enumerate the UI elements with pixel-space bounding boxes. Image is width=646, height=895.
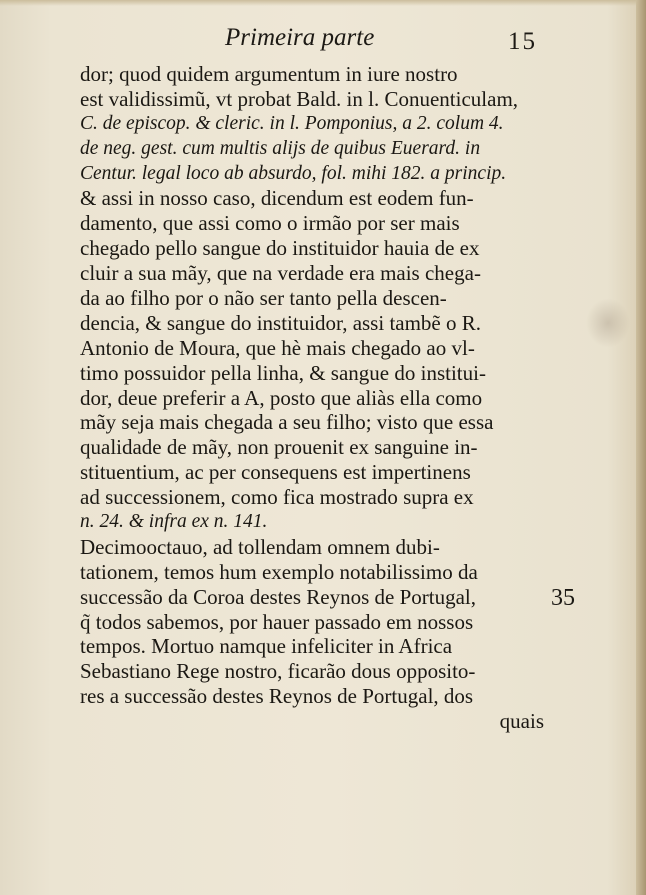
- text-line: cluir a sua mãy, que na verdade era mais chega-: [80, 261, 481, 286]
- text-line-citation: C. de episcop. & cleric. in l. Pomponius, a 2. colum 4.: [80, 112, 504, 134]
- margin-note-number: 35: [551, 585, 575, 611]
- text-line: damento, que assi como o irmão por ser mais: [80, 211, 460, 236]
- text-line-citation: Centur. legal loco ab absurdo, fol. mihi 182. a princip.: [80, 162, 507, 184]
- text-line: timo possuidor pella linha, & sangue do institui-: [80, 360, 486, 385]
- text-line: dor, deue preferir a A, posto que aliàs ella como: [80, 385, 483, 410]
- text-line-citation: de neg. gest. cum multis alijs de quibus Euerard. in: [80, 137, 481, 159]
- text-line: chegado pello sangue do instituidor hauia de ex: [80, 236, 480, 261]
- text-line: dencia, & sangue do instituidor, assi tambẽ o R.: [80, 310, 482, 335]
- text-line: tempos. Mortuo namque infeliciter in Africa: [80, 634, 453, 659]
- body-text: [80, 62, 544, 734]
- text-line: da ao filho por o não ser tanto pella descen-: [80, 286, 447, 311]
- text-line: Antonio de Moura, que hè mais chegado ao vl-: [80, 335, 475, 360]
- text-line: mãy seja mais chegada a seu filho; visto que essa: [80, 410, 494, 435]
- text-line: Sebastiano Rege nostro, ficarão dous opposito-: [80, 659, 476, 684]
- text-line: q̃ todos sabemos, por hauer passado em nossos: [80, 609, 474, 634]
- page-header: [0, 20, 646, 60]
- text-line: est validissimũ, vt probat Bald. in l. Conuenticulam,: [80, 86, 519, 111]
- running-title: Primeira parte: [225, 24, 375, 51]
- ink-bleed-stain: [586, 298, 630, 348]
- text-line: tationem, temos hum exemplo notabilissimo da: [80, 559, 478, 584]
- text-line: stituentium, ac per consequens est impertinens: [80, 460, 471, 485]
- text-line: dor; quod quidem argumentum in iure nostro: [80, 62, 458, 86]
- text-line: ad successionem, como fica mostrado supra ex: [80, 485, 474, 510]
- text-line: qualidade de mãy, non prouenit ex sanguine in-: [80, 435, 478, 460]
- page-right-edge: [636, 0, 646, 895]
- text-line-citation: n. 24. & infra ex n. 141.: [80, 511, 268, 533]
- text-line: & assi in nosso caso, dicendum est eodem fun-: [80, 186, 474, 211]
- text-line: successão da Coroa destes Reynos de Portugal,: [80, 584, 476, 609]
- page-number: 15: [508, 28, 537, 55]
- page-top-shadow: [0, 0, 646, 6]
- catchword: quais: [499, 709, 544, 734]
- text-line: res a successão destes Reynos de Portugal, dos: [80, 684, 474, 709]
- text-line: Decimooctauo, ad tollendam omnem dubi-: [80, 534, 440, 559]
